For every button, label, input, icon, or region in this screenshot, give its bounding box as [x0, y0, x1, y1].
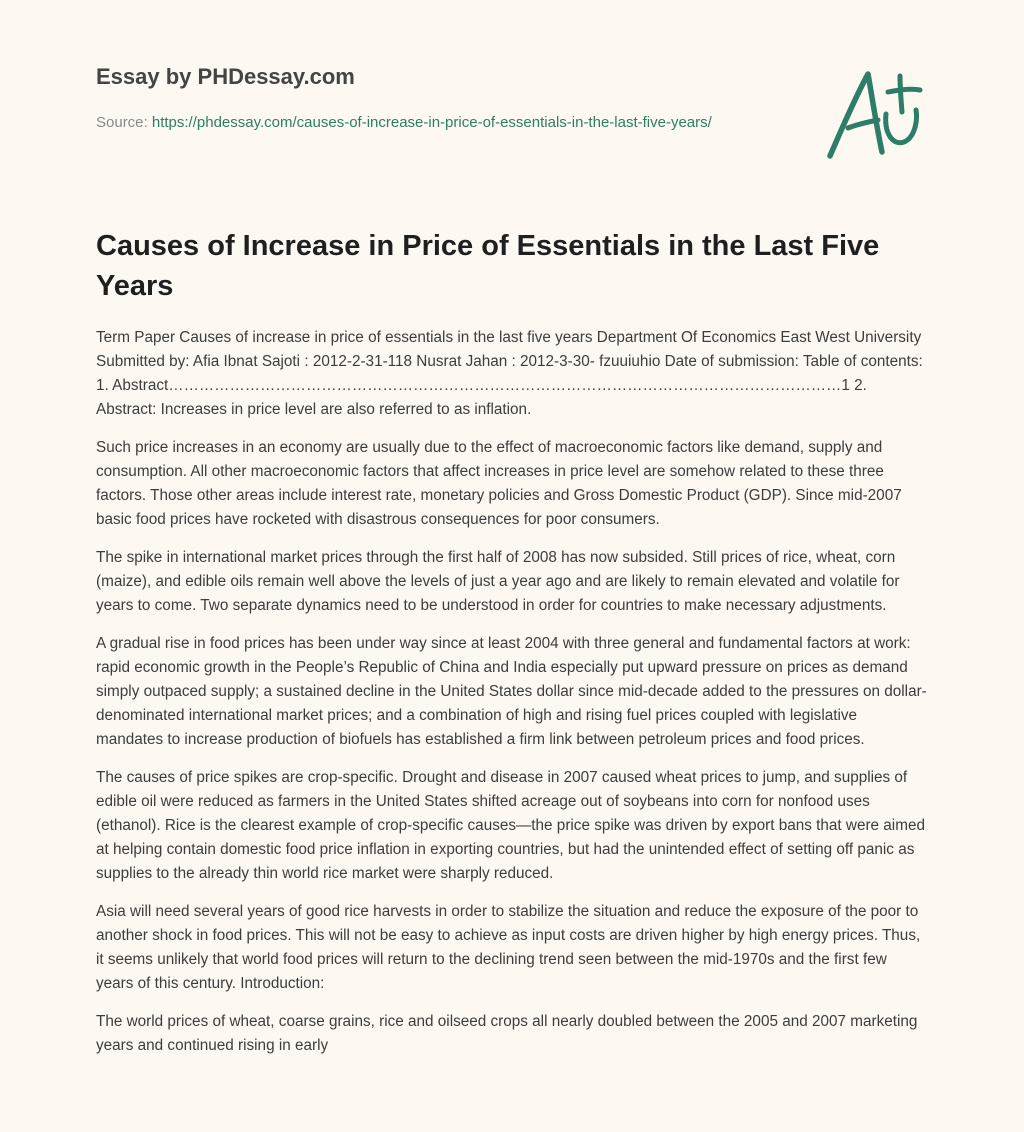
source-line [96, 111, 756, 134]
essay-page [96, 0, 928, 1054]
paragraph-5: The causes of price spikes are crop-specific. Drought and disease in 2007 caused wheat prices to jump, and supplies of edible oil were reduced as farmers in the United States shifted acreage out of soybeans into corn for nonfood uses (ethanol). Rice is the clearest example of crop-specific causes—the price spike was driven by export bans that were aimed at helping contain domestic food price inflation in exporting countries, but had the unintended effect of setting off panic as supplies to the already thin world rice market were sharply reduced. [96, 769, 925, 882]
a-plus-logo-icon [822, 66, 932, 166]
paragraph-1: Term Paper Causes of increase in price of essentials in the last five years Department Of Economics East West University Submitted by: Afia Ibnat Sajoti : 2012-2-31-118 Nusrat Jahan : 2012-3-30- fzuuiuhio Date of submission: Table of contents: 1. Abstract……………………………………………………………………………………………………………………1 2. Abstract: Increases in price level are also referred to as inflation. [96, 329, 923, 418]
paragraph-2: Such price increases in an economy are usually due to the effect of macroeconomic factors like demand, supply and consumption. All other macroeconomic factors that affect increases in price level are somehow related to these three factors. Those other areas include interest rate, monetary policies and Gross Domestic Product (GDP). Since mid-2007 basic food prices have rocketed with disastrous consequences for poor consumers. [96, 439, 902, 528]
document-title: Causes of Increase in Price of Essentials in the Last Five Years [96, 230, 880, 302]
paragraph-3: The spike in international market prices through the first half of 2008 has now subsided. Still prices of rice, wheat, corn (maize), and edible oils remain well above the levels of just a year ago and are likely to remain elevated and volatile for years to come. Two separate dynamics need to be understood in order for countries to make necessary adjustments. [96, 549, 900, 614]
paragraph-7: The world prices of wheat, coarse grains, rice and oilseed crops all nearly doubled between the 2005 and 2007 marketing years and continued rising in early [96, 1013, 918, 1054]
source-link[interactable]: https://phdessay.com/causes-of-increase-in-price-of-essentials-in-the-last-five-years/ [151, 114, 712, 131]
paragraph-6: Asia will need several years of good rice harvests in order to stabilize the situation and reduce the exposure of the poor to another shock in food prices. This will not be easy to achieve as input costs are driven higher by high energy prices. Thus, it seems unlikely that world food prices will return to the declining trend seen between the mid-1970s and the first few years of this century. Introduction: [96, 903, 921, 992]
paragraph-4: A gradual rise in food prices has been under way since at least 2004 with three general and fundamental factors at work: rapid economic growth in the People’s Republic of China and India especially put upward pressure on prices as demand simply outpaced supply; a sustained decline in the United States dollar since mid-decade added to the pressures on dollar-denominated international market prices; and a combination of high and rising fuel prices coupled with legislative mandates to increase production of biofuels has established a firm link between petroleum prices and food prices. [96, 635, 927, 748]
source-label: Source: [96, 114, 152, 131]
header [96, 0, 928, 200]
site-title: Essay by PHDessay.com [96, 64, 355, 89]
document-body [96, 326, 928, 1072]
